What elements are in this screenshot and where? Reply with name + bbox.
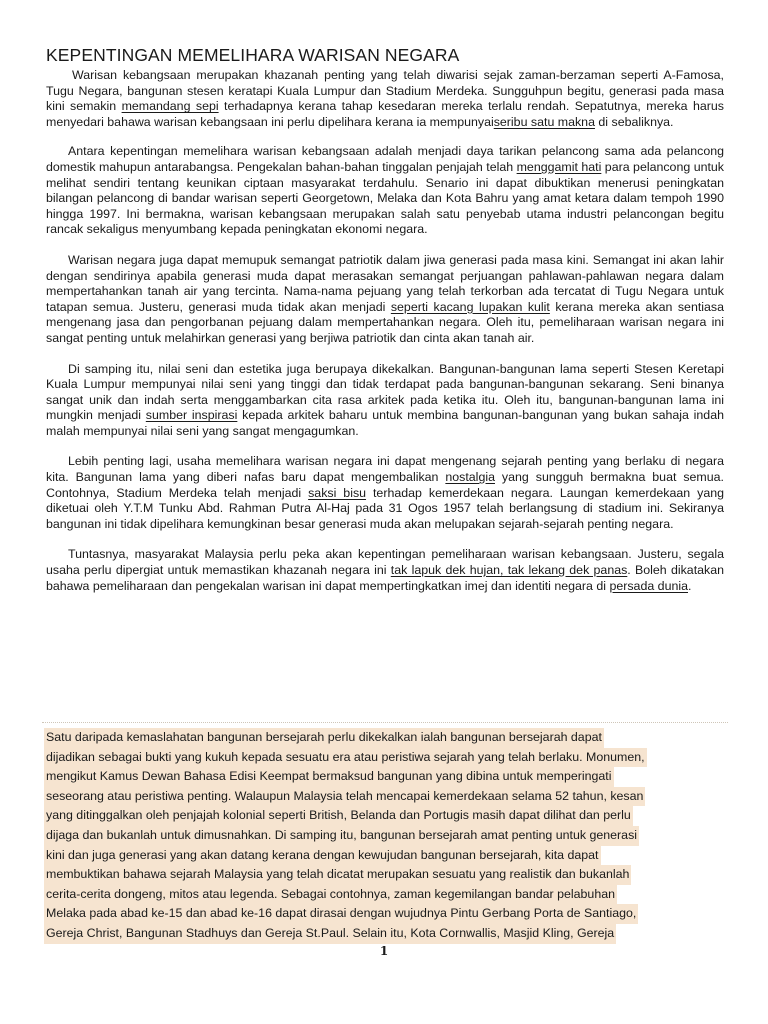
idiom-underline: seribu satu makna — [493, 114, 595, 129]
highlighted-line: yang ditinggalkan oleh penjajah kolonial seperti British, Belanda dan Portugis masih dapat dilihat dan perlu — [44, 806, 633, 826]
idiom-underline: menggamit hati — [516, 159, 602, 174]
paragraph-3: Warisan negara juga dapat memupuk semangat patriotik dalam jiwa generasi pada masa kini. Semangat ini akan lahir dengan sendirinya apabila generasi muda dapat merasakan semangat perjuangan pahlawan-pahlawan negara dalam mempertahankan tanah air yang tercinta. Nama-nama pejuang yang telah terkorban ada tercatat di Tugu Negara untuk tatapan semua. Justeru, generasi muda tidak akan menjadi seperti kacang lupakan kulit kerana mereka akan sentiasa mengenang jasa dan pengorbanan pejuang dalam mempertahankan negara. Oleh itu, pemeliharaan warisan negara ini sangat penting untuk melahirkan generasi yang berjiwa patriotik dan cinta akan tanah air. — [46, 252, 725, 345]
paragraph-5: Lebih penting lagi, usaha memelihara warisan negara ini dapat mengenang sejarah penting yang berlaku di negara kita. Bangunan lama yang diberi nafas baru dapat mengembalikan nostalgia yang sungguh bermakna buat semua. Contohnya, Stadium Merdeka telah menjadi saksi bisu terhadap kemerdekaan negara. Laungan kemerdekaan yang diketuai oleh Y.T.M Tunku Abd. Rahman Putra Al-Haj pada 31 Ogos 1957 telah berlangsung di stadium ini. Sekiranya bangunan ini tidak dipelihara kemungkinan besar generasi muda akan melupakan sejarah-sejarah penting negara. — [46, 454, 724, 531]
idiom-underline: sumber inspirasi — [145, 408, 238, 423]
idiom-underline: tak lapuk dek hujan, tak lekang dek panas — [390, 563, 628, 578]
highlighted-line: dijaga dan bukanlah untuk dimusnahkan. Di samping itu, bangunan bersejarah amat penting untuk generasi — [44, 826, 639, 846]
highlighted-line: mengikut Kamus Dewan Bahasa Edisi Keempat bermaksud bangunan yang dibina untuk memperingati — [44, 767, 614, 787]
paragraph-2: Antara kepentingan memelihara warisan kebangsaan adalah menjadi daya tarikan pelancong sama ada pelancong domestik mahupun antarabangsa. Pengekalan bahan-bahan tinggalan penjajah telah menggamit hati para pelancong untuk melihat sendiri tentang keunikan ciptaan masyarakat terdahulu. Senario ini dapat dibuktikan menerusi peningkatan bilangan pelancong di bandar warisan seperti Georgetown, Melaka dan Kota Bahru yang amat ketara dalam tempoh 1990 hingga 1997. Ini bermakna, warisan kebangsaan merupakan salah satu penyebab utama industri pelancongan begitu rancak sekaligus menyumbang kepada peningkatan ekonomi negara. — [46, 144, 724, 237]
paragraph-4: Di samping itu, nilai seni dan estetika juga berupaya dikekalkan. Bangunan-bangunan lama seperti Stesen Keretapi Kuala Lumpur mempunyai nilai seni yang tinggi dan tidak terdapat pada bangunan-bangunan sekarang. Seni binanya sangat unik dan indah serta menggambarkan cita rasa arkitek pada ketika itu. Oleh itu, bangunan-bangunan lama ini mungkin menjadi sumber inspirasi kepada arkitek baharu untuk membina bangunan-bangunan yang bukan sahaja indah malah mempunyai nilai seni yang sangat mengagumkan. — [46, 361, 724, 438]
idiom-underline: nostalgia — [445, 470, 495, 485]
highlighted-line: cerita-cerita dongeng, mitos atau legenda. Sebagai contohnya, zaman kegemilangan bandar pelabuhan — [44, 885, 617, 905]
highlighted-line: membuktikan bahawa sejarah Malaysia yang telah dicatat merupakan sesuatu yang realistik dan bukanlah — [44, 865, 631, 885]
document-title: KEPENTINGAN MEMELIHARA WARISAN NEGARA — [46, 45, 460, 65]
highlighted-extract — [44, 728, 724, 944]
highlighted-line: Gereja Christ, Bangunan Stadhuys dan Gereja St.Paul. Selain itu, Kota Cornwallis, Masjid Kling, Gereja — [44, 924, 616, 944]
highlighted-line: Melaka pada abad ke-15 dan abad ke-16 dapat dirasai dengan wujudnya Pintu Gerbang Porta de Santiago, — [44, 904, 638, 924]
highlighted-line: kini dan juga generasi yang akan datang kerana dengan kewujudan bangunan bersejarah, kita dapat — [44, 846, 601, 866]
idiom-underline: seperti kacang lupakan kulit — [390, 299, 550, 314]
essay-body — [46, 68, 724, 594]
paragraph-6: Tuntasnya, masyarakat Malaysia perlu peka akan kepentingan pemeliharaan warisan kebangsaan. Justeru, segala usaha perlu dipergiat untuk memastikan khazanah negara ini tak lapuk dek hujan, tak lekang dek panas. Boleh dikatakan bahawa pemeliharaan dan pengekalan warisan ini dapat mempertingkatkan imej dan identiti negara di persada dunia. — [46, 547, 724, 593]
idiom-underline: persada dunia — [609, 578, 688, 593]
idiom-underline: saksi bisu — [308, 485, 367, 500]
dotted-divider — [42, 722, 728, 723]
highlighted-line: dijadikan sebagai bukti yang kukuh kepada sesuatu era atau peristiwa sejarah yang telah berlaku. Monumen, — [44, 748, 647, 768]
essay-page — [46, 44, 724, 609]
highlighted-line: seseorang atau peristiwa penting. Walaupun Malaysia telah mencapai kemerdekaan selama 52 tahun, kesan — [44, 787, 645, 807]
page-number: 1 — [379, 944, 389, 958]
idiom-underline: memandang sepi — [121, 99, 219, 114]
paragraph-1: Warisan kebangsaan merupakan khazanah penting yang telah diwarisi sejak zaman-berzaman seperti A-Famosa, Tugu Negara, bangunan stesen keratapi Kuala Lumpur dan Stadium Merdeka. Sungguhpun begitu, generasi pada masa kini semakin memandang sepi terhadapnya kerana tahap kesedaran mereka terlalu rendah. Sepatutnya, mereka harus menyedari bahawa warisan kebangsaan ini perlu dipelihara kerana ia mempunyaiseribu satu makna di sebaliknya. — [46, 68, 724, 129]
highlighted-line: Satu daripada kemaslahatan bangunan bersejarah perlu dikekalkan ialah bangunan bersejarah dapat — [44, 728, 604, 748]
